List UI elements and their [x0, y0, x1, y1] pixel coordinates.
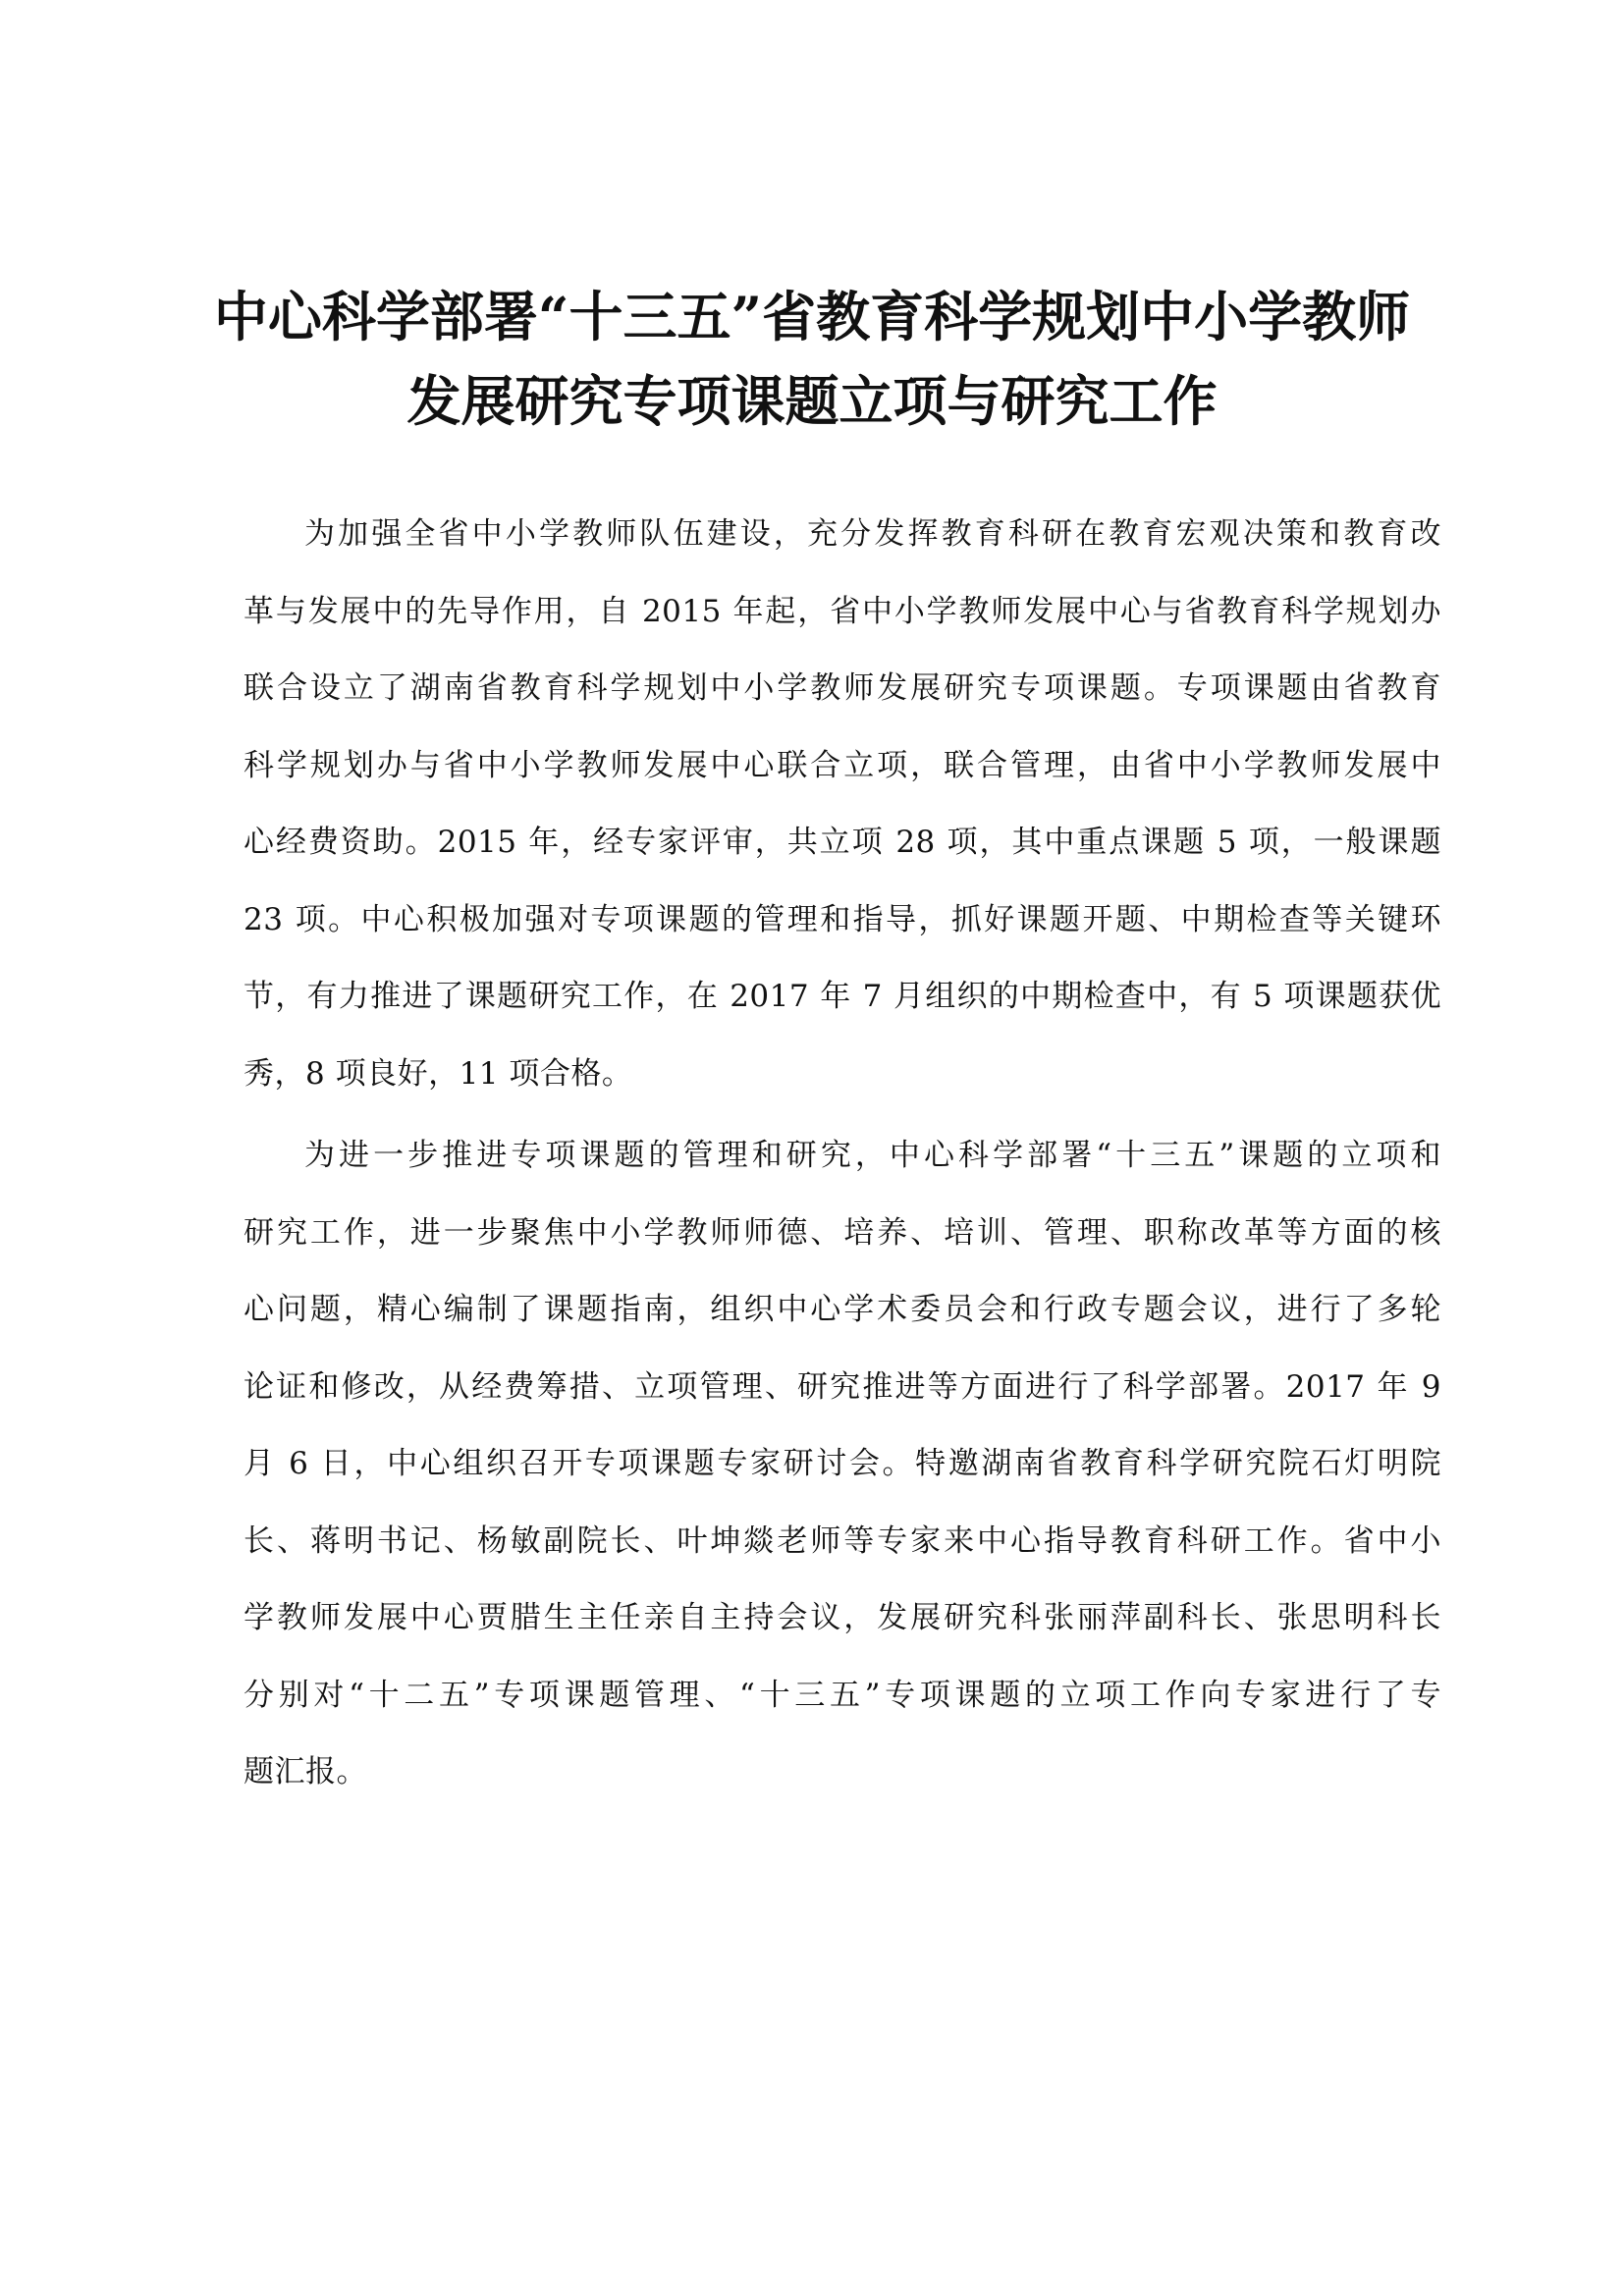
paragraph-line: 革与发展中的先导作用，自 2015 年起，省中小学教师发展中心与省教育科学规划办	[244, 593, 1441, 629]
document-body	[244, 496, 1441, 1816]
paragraph-line: 为加强全省中小学教师队伍建设，充分发挥教育科研在教育宏观决策和教育改	[304, 516, 1441, 552]
title-line-1: 中心科学部署“十三五”省教育科学规划中小学教师	[213, 285, 1411, 348]
paragraph-line: 学教师发展中心贾腊生主任亲自主持会议，发展研究科张丽萍副科长、张思明科长	[244, 1600, 1441, 1635]
paragraph-line: 23 项。中心积极加强对专项课题的管理和指导，抓好课题开题、中期检查等关键环	[244, 901, 1441, 937]
paragraph-line: 研究工作，进一步聚焦中小学教师师德、培养、培训、管理、职称改革等方面的核	[244, 1214, 1441, 1251]
paragraph-line: 为进一步推进专项课题的管理和研究，中心科学部署“十三五”课题的立项和	[304, 1138, 1441, 1173]
paragraph-1	[244, 496, 1441, 1112]
document-title	[196, 275, 1428, 444]
paragraph-line: 科学规划办与省中小学教师发展中心联合立项，联合管理，由省中小学教师发展中	[244, 747, 1441, 783]
paragraph-line: 节，有力推进了课题研究工作，在 2017 年 7 月组织的中期检查中，有 5 项课题获优	[244, 979, 1441, 1014]
paragraph-line: 秀，8 项良好，11 项合格。	[244, 1055, 633, 1092]
paragraph-line: 长、蒋明书记、杨敏副院长、叶坤燚老师等专家来中心指导教育科研工作。省中小	[244, 1522, 1441, 1559]
paragraph-line: 分别对“十二五”专项课题管理、“十三五”专项课题的立项工作向专家进行了专	[244, 1677, 1441, 1713]
paragraph-line: 联合设立了湖南省教育科学规划中小学教师发展研究专项课题。专项课题由省教育	[244, 670, 1441, 706]
paragraph-line: 论证和修改，从经费筹措、立项管理、研究推进等方面进行了科学部署。2017 年 9	[244, 1368, 1441, 1405]
paragraph-line: 题汇报。	[244, 1754, 367, 1789]
paragraph-2	[244, 1117, 1441, 1811]
title-line-2: 发展研究专项课题立项与研究工作	[406, 369, 1218, 433]
paragraph-line: 心问题，精心编制了课题指南，组织中心学术委员会和行政专题会议，进行了多轮	[244, 1292, 1441, 1327]
paragraph-line: 心经费资助。2015 年，经专家评审，共立项 28 项，其中重点课题 5 项，一般课题	[244, 825, 1441, 860]
paragraph-line: 月 6 日，中心组织召开专项课题专家研讨会。特邀湖南省教育科学研究院石灯明院	[244, 1446, 1441, 1481]
